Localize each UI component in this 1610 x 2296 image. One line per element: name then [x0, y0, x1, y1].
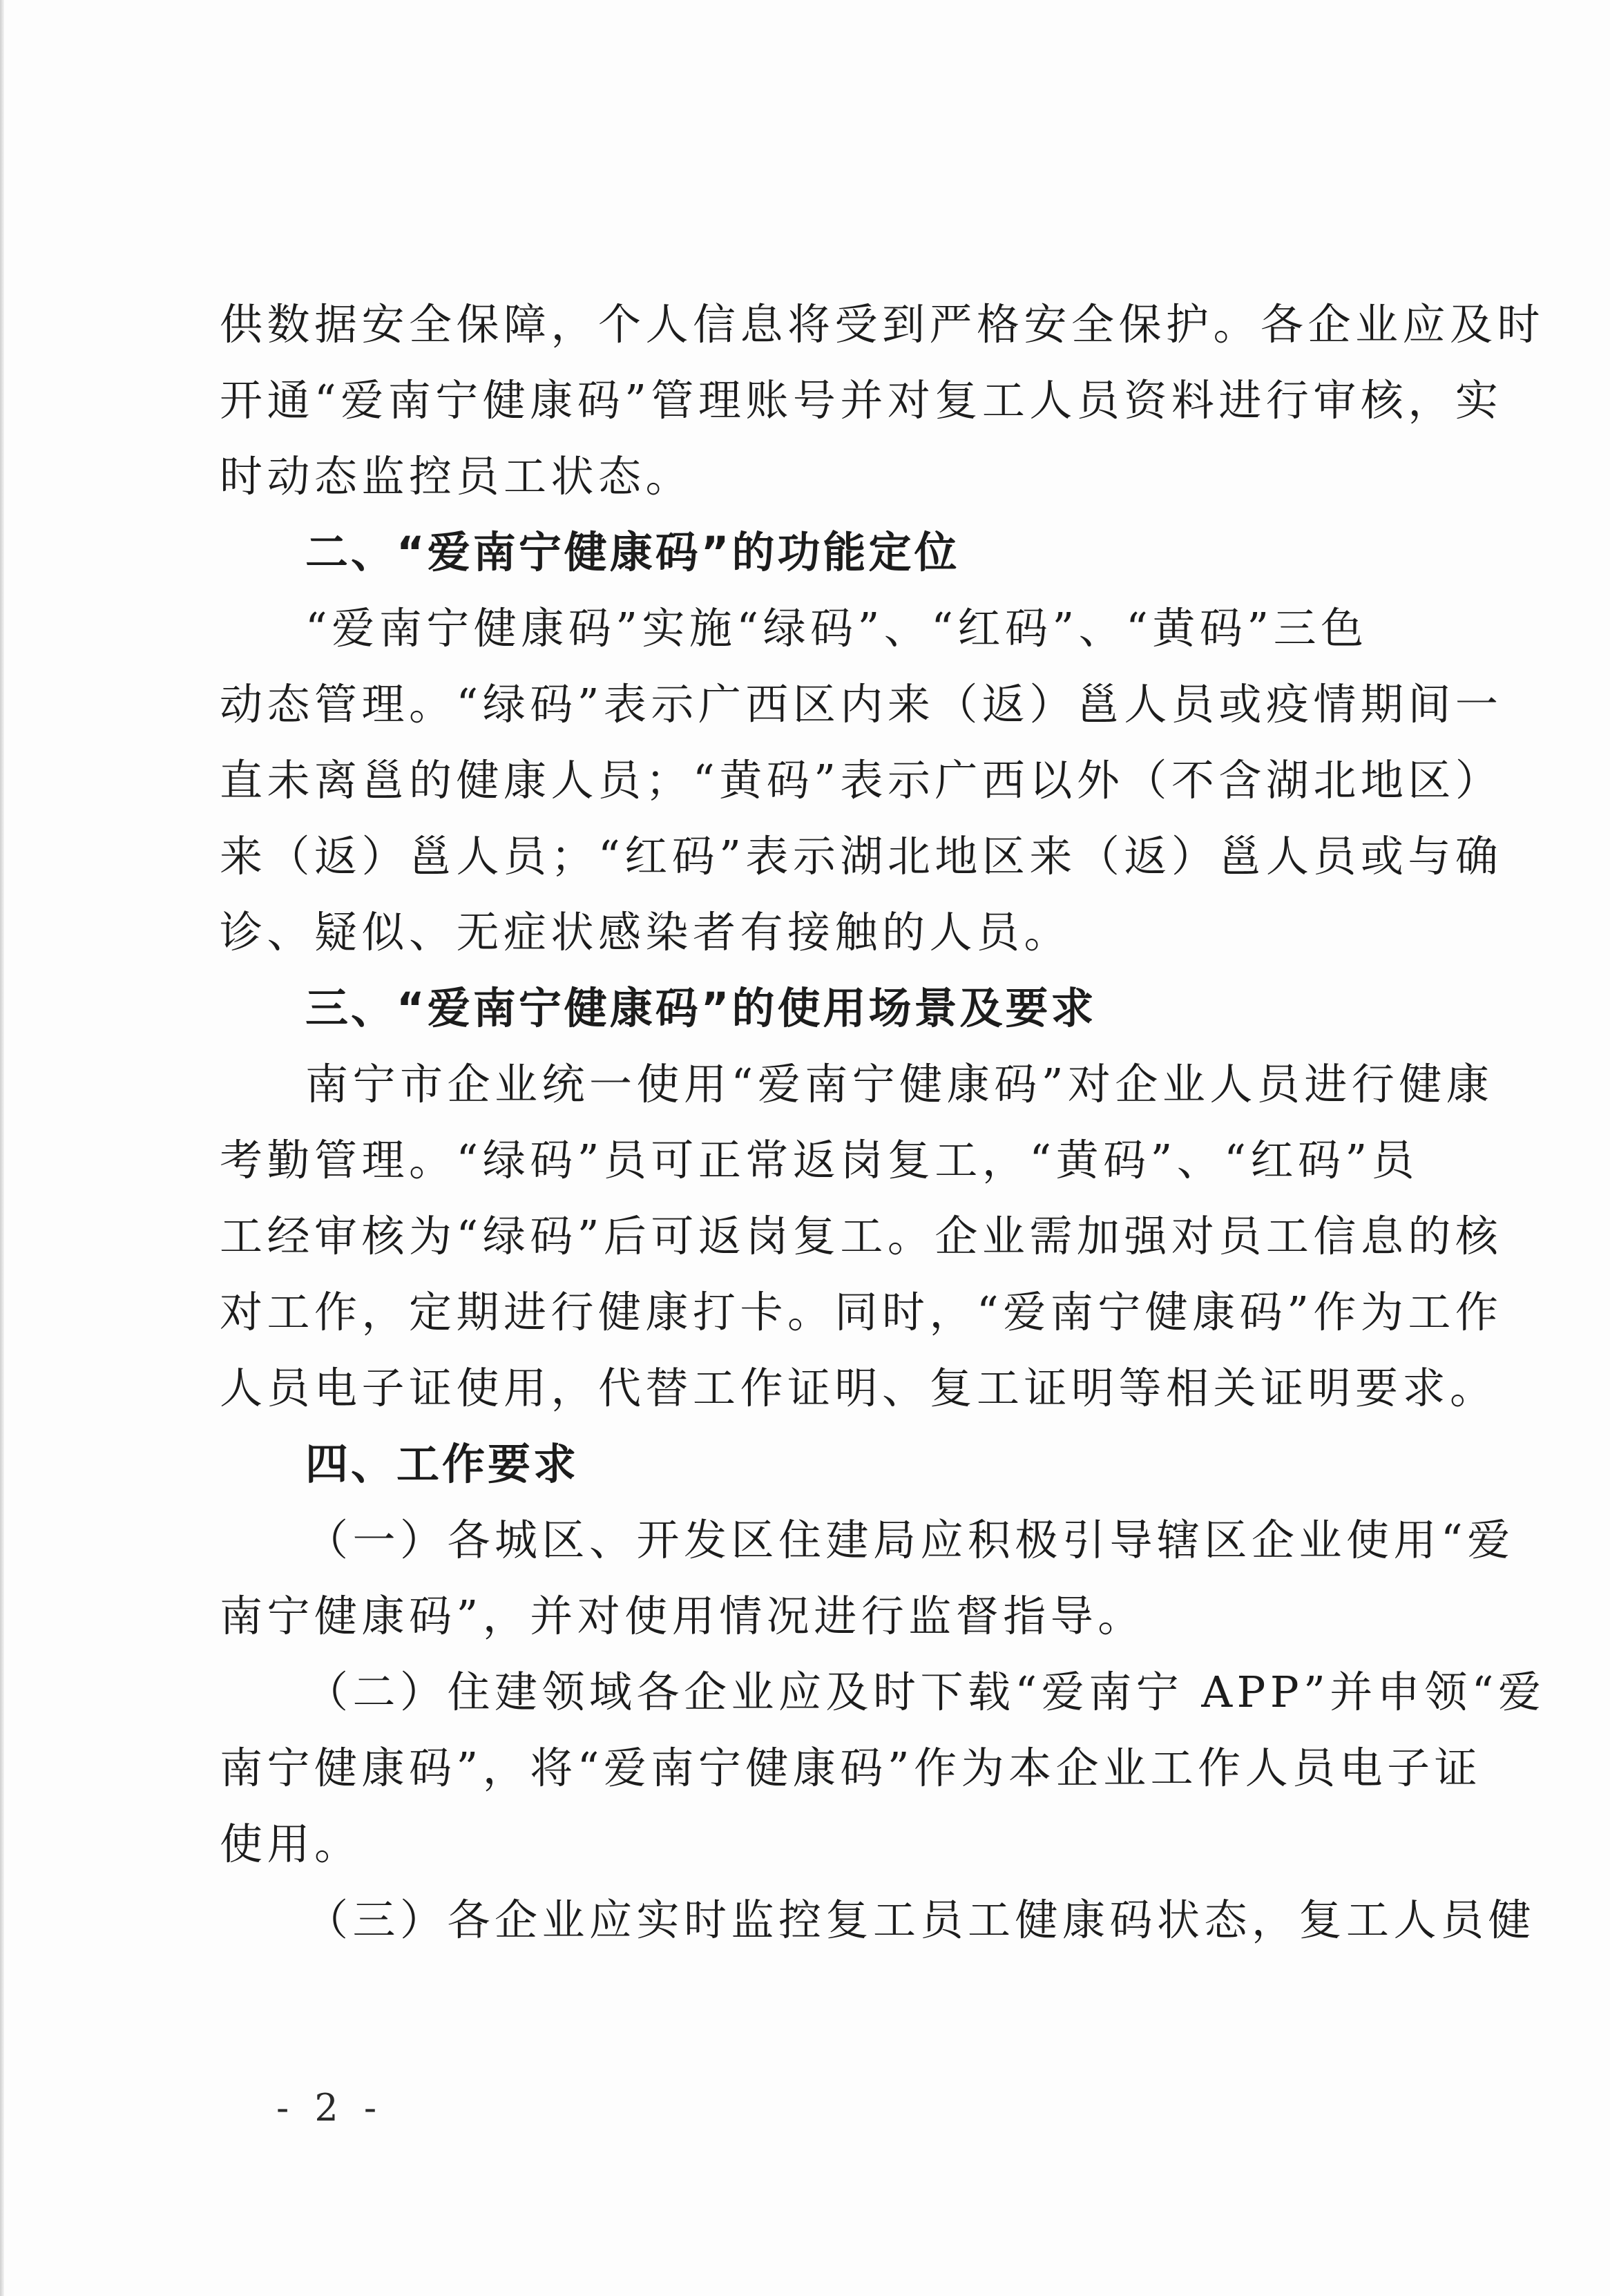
section-heading-3: 三、“爱南宁健康码”的使用场景及要求	[305, 983, 1097, 1033]
body-line-12: 考勤管理。“绿码”员可正常返岗复工，“黄码”、“红码”员	[220, 1135, 1419, 1185]
body-line-22: （三）各企业应实时监控复工员工健康码状态，复工人员健	[305, 1895, 1536, 1945]
body-line-20: 南宁健康码”，将“爱南宁健康码”作为本企业工作人员电子证	[220, 1743, 1482, 1793]
section-heading-4: 四、工作要求	[305, 1439, 579, 1489]
section-heading-2: 二、“爱南宁健康码”的功能定位	[305, 527, 960, 577]
body-line-15: 人员电子证使用，代替工作证明、复工证明等相关证明要求。	[220, 1363, 1497, 1413]
scan-edge-shadow	[0, 0, 4, 2296]
body-line-3: 时动态监控员工状态。	[220, 451, 693, 501]
body-line-13: 工经审核为“绿码”后可返岗复工。企业需加强对员工信息的核	[220, 1211, 1503, 1261]
document-body	[220, 287, 1546, 1958]
body-line-11: 南宁市企业统一使用“爱南宁健康码”对企业人员进行健康	[305, 1059, 1494, 1109]
body-line-21: 使用。	[220, 1819, 362, 1869]
body-line-6: 动态管理。“绿码”表示广西区内来（返）邕人员或疫情期间一	[220, 679, 1503, 729]
body-line-17: （一）各城区、开发区住建局应积极引导辖区企业使用“爱	[305, 1515, 1515, 1565]
page-number: - 2 -	[276, 2086, 384, 2130]
body-line-19: （二）住建领域各企业应及时下载“爱南宁 APP”并申领“爱	[305, 1667, 1546, 1717]
body-line-2: 开通“爱南宁健康码”管理账号并对复工人员资料进行审核，实	[220, 375, 1503, 425]
body-line-14: 对工作，定期进行健康打卡。同时，“爱南宁健康码”作为工作	[220, 1287, 1503, 1337]
body-line-7: 直未离邕的健康人员；“黄码”表示广西以外（不含湖北地区）	[220, 755, 1503, 805]
body-line-1: 供数据安全保障，个人信息将受到严格安全保护。各企业应及时	[220, 299, 1545, 350]
body-line-5: “爱南宁健康码”实施“绿码”、“红码”、“黄码”三色	[305, 603, 1368, 653]
body-line-8: 来（返）邕人员；“红码”表示湖北地区来（返）邕人员或与确	[220, 831, 1503, 881]
body-line-18: 南宁健康码”，并对使用情况进行监督指导。	[220, 1591, 1145, 1641]
body-line-9: 诊、疑似、无症状感染者有接触的人员。	[220, 907, 1072, 957]
